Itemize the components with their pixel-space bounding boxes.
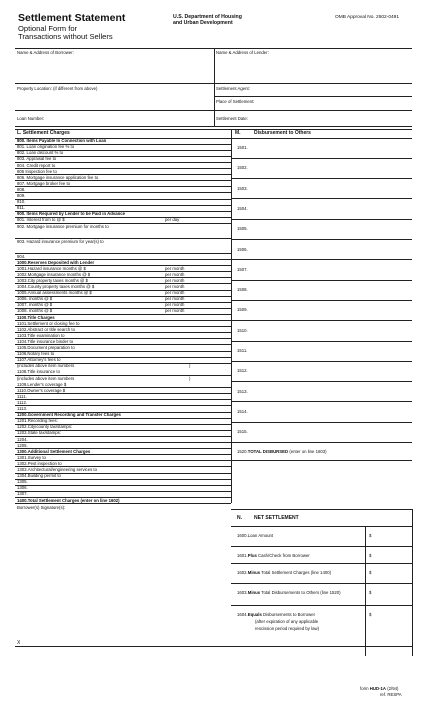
- dollar-sign: $: [369, 589, 372, 595]
- total-disbursed-line: [237, 449, 327, 454]
- line-label: Total Settlement Charges (line 1400): [260, 569, 332, 575]
- rule-line: [15, 399, 231, 400]
- loan-number-field[interactable]: Loan Number:: [17, 116, 45, 121]
- charge-line[interactable]: 1113.: [17, 406, 28, 411]
- form-subtitle-line1: Optional Form for: [18, 24, 78, 33]
- section-l-heading: 1100.Title Charges: [17, 314, 55, 320]
- rule-line: [15, 503, 231, 504]
- line-num: 1602.: [237, 569, 248, 575]
- charge-line[interactable]: 1001.Hazard insurance months @ $: [17, 265, 86, 271]
- disbursement-line[interactable]: 1512.: [237, 368, 248, 374]
- rule-line: [231, 259, 412, 260]
- dollar-sign: $: [369, 611, 372, 617]
- charge-line[interactable]: 1111.: [17, 393, 27, 399]
- section-l-heading: 1000.Reserves Deposited with Lender: [17, 259, 95, 265]
- lender-name-address-field[interactable]: Name & Address of Lender:: [216, 50, 269, 55]
- net-settlement-line[interactable]: [237, 570, 331, 575]
- section-l-heading: 900. Items Required by Lender to be Paid in Advance: [17, 211, 126, 217]
- rule-line: [231, 178, 412, 179]
- section-l-heading: 1300.Additional Settlement Charges: [17, 448, 91, 454]
- rule-line: [15, 436, 231, 437]
- disbursement-line[interactable]: 1504.: [237, 205, 248, 211]
- disbursement-line[interactable]: 1502.: [237, 165, 248, 171]
- property-location-field[interactable]: Property Location: (if different from above): [17, 86, 98, 91]
- form-subtitle-line2: Transactions without Sellers: [18, 32, 113, 41]
- net-settlement-line[interactable]: [237, 590, 341, 595]
- charge-line[interactable]: 1305.: [17, 479, 28, 485]
- disbursement-line[interactable]: 1505.: [237, 226, 248, 232]
- net-settlement-line[interactable]: [237, 533, 273, 538]
- rule-line: [15, 253, 231, 254]
- line-num: 1600.: [237, 532, 248, 538]
- total-num: 1520.: [237, 449, 248, 454]
- operator-label: Minus: [247, 589, 261, 595]
- dollar-sign: $: [369, 552, 372, 558]
- charge-line[interactable]: 811.: [17, 205, 26, 211]
- form-title: Settlement Statement: [18, 12, 126, 24]
- rule-line: [231, 460, 412, 461]
- charge-line[interactable]: 803. Appraisal fee to: [17, 156, 57, 162]
- operator-label: Plus: [247, 552, 257, 558]
- charge-line[interactable]: 1007. months @ $: [17, 302, 53, 308]
- charge-line[interactable]: 904.: [17, 253, 26, 259]
- charge-line[interactable]: 1203.State tax/stamps:: [17, 430, 61, 436]
- rule-line: [231, 422, 412, 423]
- charge-line-unit: per day: [165, 217, 180, 223]
- operator-label: Minus: [247, 569, 261, 575]
- charge-line[interactable]: 1107.Attorney's fees to: [17, 357, 61, 363]
- rule-line: [214, 96, 412, 97]
- charge-line[interactable]: 1005.Annual assessments months @ $: [17, 290, 92, 296]
- line-label: Cash/Check from Borrower: [256, 552, 310, 558]
- charge-line[interactable]: 1105.Document preparation to: [17, 345, 75, 350]
- form-code: HUD-1A: [369, 686, 387, 691]
- section-l-header: L. Settlement Charges: [17, 130, 70, 136]
- rule-line: [231, 401, 412, 402]
- charge-line-unit: per month: [165, 271, 185, 277]
- section-l-heading: 1200.Government Recording and Transfer Charges: [17, 412, 121, 418]
- dollar-sign: $: [369, 569, 372, 575]
- charge-line[interactable]: 1109.Lender's coverage $: [17, 381, 67, 387]
- rule-line: [15, 199, 231, 200]
- charge-line[interactable]: 807. Mortgage broker fee to: [17, 180, 71, 186]
- line-label: Disbursements to Borrower: [261, 611, 316, 617]
- rule-line: [15, 126, 412, 127]
- right-border: [412, 509, 413, 656]
- charge-line-unit: per month: [165, 277, 185, 283]
- rule-line: [15, 491, 231, 492]
- disbursement-line[interactable]: 1508.: [237, 287, 248, 293]
- disbursement-line[interactable]: 1503.: [237, 185, 248, 191]
- form-prefix: form: [360, 686, 370, 691]
- rescission-note: rescission period required by law): [255, 626, 320, 631]
- settlement-date-field[interactable]: Settlement Date:: [216, 116, 249, 121]
- rule-line: [231, 526, 412, 527]
- rule-line: [231, 546, 412, 547]
- charge-line-unit: per month: [165, 296, 185, 302]
- charge-line[interactable]: 810.: [17, 199, 26, 205]
- rule-line: [231, 138, 412, 139]
- section-n-header: NET SETTLEMENT: [254, 515, 299, 521]
- place-of-settlement-field[interactable]: Place of Settlement:: [216, 99, 255, 104]
- charge-line[interactable]: 1103.Title examination to: [17, 332, 65, 338]
- disbursement-line[interactable]: 1511.: [237, 348, 248, 353]
- net-settlement-line[interactable]: [237, 553, 310, 558]
- disbursement-line[interactable]: 1509.: [237, 307, 248, 313]
- disbursement-line[interactable]: 1507.: [237, 266, 248, 272]
- respa-ref: ref. RESPA: [380, 692, 402, 697]
- rule-line: [231, 361, 412, 362]
- section-l-heading: 1400.Total Settlement Charges (enter on line 1602): [17, 497, 120, 503]
- charge-line[interactable]: 1202.City/county tax/stamps:: [17, 424, 73, 430]
- charge-line[interactable]: 1003.City property taxes months @ $: [17, 277, 88, 283]
- total-bold-label: TOTAL DISBURSED: [247, 449, 289, 454]
- disbursement-line[interactable]: 1506.: [237, 246, 248, 252]
- rule-line: [231, 158, 412, 159]
- charge-line[interactable]: 1112.: [17, 399, 28, 405]
- line-num: 1603.: [237, 589, 248, 595]
- settlement-agent-field[interactable]: Settlement Agent:: [216, 86, 250, 91]
- charge-line[interactable]: 902. Mortgage insurance premium for months to: [17, 223, 109, 229]
- disbursement-line[interactable]: 1510.: [237, 327, 248, 333]
- line-num: 1604.: [237, 611, 248, 617]
- rule-line: [15, 479, 231, 480]
- line-label: Total Disbursements to Others (line 1520): [260, 589, 341, 595]
- rule-line: [15, 442, 231, 443]
- rule-line: [15, 192, 231, 193]
- rule-line: [231, 320, 412, 321]
- charge-line[interactable]: 1101.Settlement or closing fee to: [17, 320, 80, 326]
- charge-line[interactable]: 1108.Title insurance to: [17, 369, 60, 375]
- dollar-sign: $: [369, 532, 372, 538]
- charge-line-unit: per month: [165, 284, 185, 289]
- form-date: (2/94): [386, 686, 399, 691]
- rescission-note: (after expiration of any applicable: [255, 619, 319, 624]
- disbursement-line[interactable]: 1515.: [237, 429, 248, 435]
- charge-line[interactable]: 806. Mortgage insurance application fee to: [17, 174, 99, 180]
- rule-line: [15, 393, 231, 394]
- total-note: (enter on line 1603): [288, 449, 327, 454]
- charge-line[interactable]: 1303.Architectural/engineering services to: [17, 467, 98, 472]
- line-num: 1601.: [237, 552, 248, 558]
- charge-line[interactable]: 804. Credit report to: [17, 162, 56, 168]
- rule-line: [231, 219, 412, 220]
- charge-line[interactable]: 903. Hazard insurance premium for year(s) to: [17, 238, 104, 244]
- line-label: Loan Amount: [247, 532, 274, 538]
- charge-line[interactable]: 801. Loan origination fee % to: [17, 144, 75, 150]
- rule-line: [231, 509, 412, 510]
- section-l-heading: 800. Items Payable In Connection with Loan: [17, 138, 107, 144]
- disbursement-line[interactable]: 1514.: [237, 408, 248, 414]
- disbursement-line[interactable]: 1513.: [237, 388, 248, 394]
- net-settlement-line[interactable]: [237, 612, 315, 617]
- charge-line[interactable]: (includes above item numbers: [17, 363, 75, 369]
- department-line2: and Urban Development: [173, 20, 233, 26]
- rule-line: [231, 583, 412, 584]
- column-divider: [231, 129, 232, 503]
- signature-line: [15, 646, 412, 647]
- section-m-header: Disbursement to Others: [254, 130, 311, 136]
- charge-line[interactable]: 1102.Abstract or title search to: [17, 326, 75, 332]
- charge-line[interactable]: 805 Inspection fee to: [17, 168, 57, 174]
- form-number: [360, 686, 398, 691]
- rule-line: [231, 198, 412, 199]
- charge-line[interactable]: 1306.: [17, 485, 28, 491]
- rule-line: [231, 239, 412, 240]
- rule-line: [15, 405, 231, 406]
- charge-line[interactable]: 1106.Notary fees to: [17, 351, 55, 357]
- charge-line[interactable]: 1008. months @ $: [17, 308, 53, 314]
- charge-line[interactable]: 901. Interest from to @ $: [17, 217, 65, 223]
- charge-line-unit: per month: [165, 308, 185, 314]
- charge-line[interactable]: 1104.Title insurance binder to: [17, 338, 74, 344]
- department-line1: U.S. Department of Housing: [173, 14, 242, 20]
- section-m-letter: M.: [235, 130, 241, 136]
- charge-line[interactable]: 1110.Owner's coverage $: [17, 387, 66, 393]
- charge-line[interactable]: 1304.Building permit to: [17, 473, 61, 479]
- rule-line: [231, 381, 412, 382]
- rule-line: [15, 454, 231, 455]
- charge-line-unit: per month: [165, 290, 185, 296]
- rule-line: [231, 563, 412, 564]
- borrower-name-address-field[interactable]: Name & Address of Borrower:: [17, 50, 74, 55]
- charge-line[interactable]: 1201.Recording fees:: [17, 418, 58, 424]
- charge-line-unit: per month: [165, 302, 185, 308]
- rule-line: [15, 83, 412, 84]
- rule-line: [231, 605, 412, 606]
- rule-line: [231, 341, 412, 342]
- rule-line: [15, 186, 231, 187]
- charge-line-unit: ): [189, 363, 191, 369]
- borrower-signatures-label: Borrower(s) Signature(s):: [17, 504, 66, 510]
- rule-line: [231, 280, 412, 281]
- omb-approval: OMB Approval No. 2502-0491: [335, 15, 399, 20]
- operator-label: Equals: [247, 611, 262, 617]
- charge-line[interactable]: 1002.Mortgage insurance months @ $: [17, 271, 91, 277]
- charge-line-unit: ): [189, 375, 191, 381]
- charge-line[interactable]: 802. Loan discount % to: [17, 150, 64, 156]
- charge-line[interactable]: 1006. months @ $: [17, 296, 53, 302]
- charge-line-unit: per month: [165, 265, 185, 271]
- rule-line: [231, 300, 412, 301]
- charge-line[interactable]: 1204.: [17, 436, 28, 442]
- rule-line: [15, 205, 231, 206]
- section-n-letter: N.: [237, 515, 242, 521]
- signature-x-mark: X: [17, 640, 21, 646]
- rule-line: [15, 110, 412, 111]
- charge-line[interactable]: 1307.: [17, 491, 28, 497]
- charge-line[interactable]: 808.: [17, 186, 26, 192]
- charge-line[interactable]: 1301.Survey to: [17, 454, 46, 460]
- charge-line[interactable]: 1302.Pest inspection to: [17, 460, 62, 466]
- charge-line[interactable]: (includes above item numbers: [17, 375, 75, 381]
- charge-line[interactable]: 809.: [17, 193, 26, 198]
- column-divider: [214, 48, 215, 126]
- rule-line: [15, 485, 231, 486]
- disbursement-line[interactable]: 1501.: [237, 145, 248, 150]
- charge-line[interactable]: 1205.: [17, 442, 28, 448]
- rule-line: [231, 442, 412, 443]
- charge-line[interactable]: 1004.County property taxes months @ $: [17, 284, 95, 289]
